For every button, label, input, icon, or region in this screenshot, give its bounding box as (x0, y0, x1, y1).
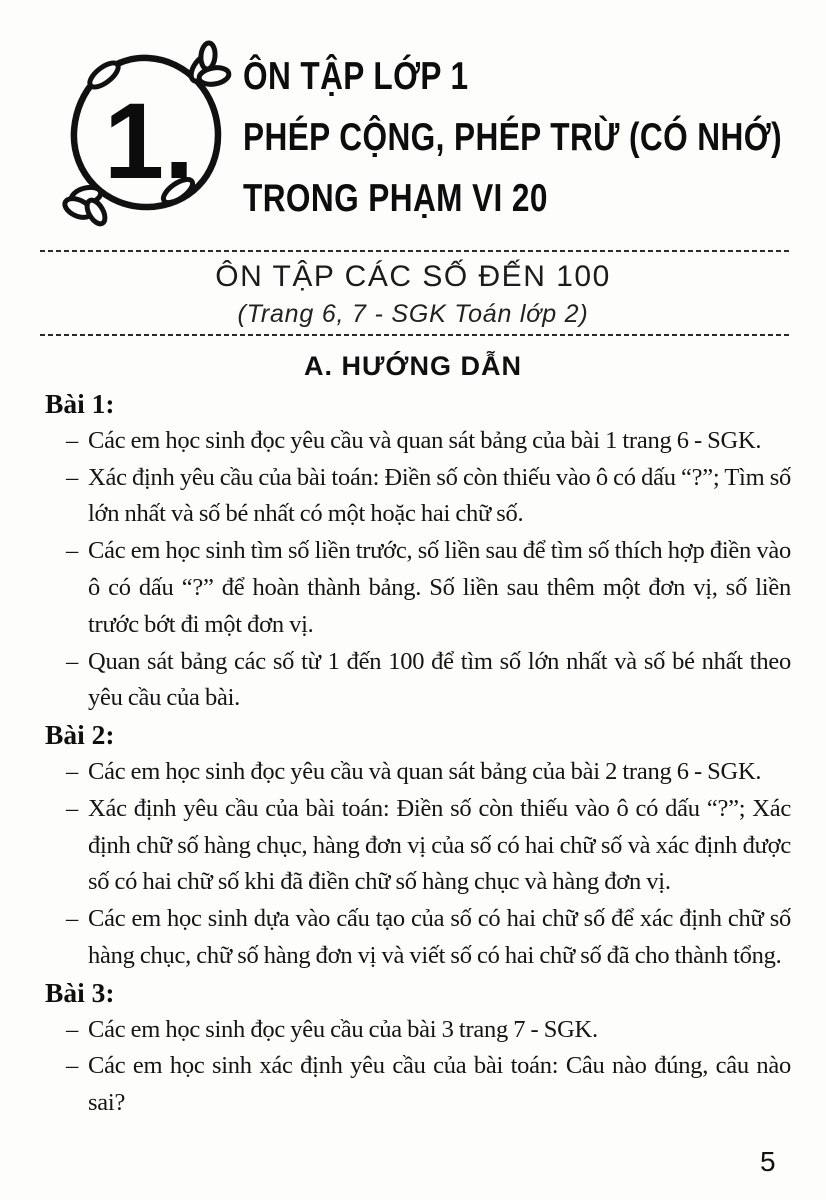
bullet-text: Các em học sinh đọc yêu cầu của bài 3 trang 7 - SGK. (88, 1015, 598, 1043)
exercise-bullet (45, 423, 791, 460)
bullet-dash: – (66, 463, 79, 491)
exercise-bullet (45, 791, 791, 901)
exercise-bullet (45, 754, 791, 791)
chapter-badge-ornament (56, 38, 236, 228)
bullet-text: Các em học sinh dựa vào cấu tạo của số có hai chữ số để xác định chữ số hàng chục, chữ số hàng đơn vị và viết số có hai chữ số đã cho thành tổng. (88, 905, 791, 969)
bullet-dash: – (66, 757, 79, 785)
chapter-title-line-2: PHÉP CỘNG, PHÉP TRỪ (CÓ NHỚ) (243, 116, 782, 159)
bullet-dash: – (66, 1015, 79, 1043)
bullet-text: Các em học sinh đọc yêu cầu và quan sát bảng của bài 2 trang 6 - SGK. (88, 757, 762, 785)
lesson-title: ÔN TẬP CÁC SỐ ĐẾN 100 (215, 260, 611, 293)
lesson-subtitle: (Trang 6, 7 - SGK Toán lớp 2) (237, 300, 589, 328)
bullet-dash: – (66, 647, 79, 675)
chapter-number: 1. (104, 80, 195, 201)
bullet-dash: – (66, 1052, 79, 1080)
bullet-dash: – (66, 426, 79, 454)
flourish-icon (62, 184, 109, 226)
exercise-list (45, 386, 791, 1122)
chapter-title-line-3: TRONG PHẠM VI 20 (243, 177, 548, 220)
bullet-text: Xác định yêu cầu của bài toán: Điền số còn thiếu vào ô có dấu “?”; Xác định chữ số hàng chục, hàng đơn vị của số có hai chữ số và xác định được số có hai chữ số khi đã điền chữ số hàng chục và hàng đơn vị. (88, 794, 791, 896)
dashed-rule-bottom (40, 334, 790, 337)
exercise-block (45, 975, 791, 1122)
exercise-bullet (45, 901, 791, 975)
exercise-heading: Bài 2: (45, 719, 115, 751)
exercise-heading: Bài 3: (45, 976, 115, 1008)
exercise-heading: Bài 1: (45, 388, 115, 419)
chapter-badge (56, 38, 236, 228)
exercise-bullet (45, 1012, 791, 1049)
exercise-bullet (45, 644, 791, 718)
part-heading: A. HƯỚNG DẪN (304, 351, 522, 381)
page-number: 5 (760, 1146, 776, 1177)
exercise-bullet (45, 533, 791, 643)
bullet-text: Các em học sinh đọc yêu cầu và quan sát bảng của bài 1 trang 6 - SGK. (88, 426, 762, 454)
chapter-title-line-1: ÔN TẬP LỚP 1 (243, 55, 469, 98)
bullet-dash: – (66, 905, 79, 933)
exercise-block (45, 717, 791, 975)
bullet-text: Các em học sinh xác định yêu cầu của bài toán: Câu nào đúng, câu nào sai? (88, 1052, 791, 1117)
exercise-bullet (45, 460, 791, 534)
exercise-block (45, 386, 791, 717)
bullet-text: Các em học sinh tìm số liền trước, số liền sau để tìm số thích hợp điền vào ô có dấu “?” để hoàn thành bảng. Số liền sau thêm một đơn vị, số liền trước bớt đi một đơn vị. (88, 537, 791, 638)
bullet-text: Quan sát bảng các số từ 1 đến 100 để tìm số lớn nhất và số bé nhất theo yêu cầu của bài. (88, 647, 791, 712)
bullet-text: Xác định yêu cầu của bài toán: Điền số còn thiếu vào ô có dấu “?”; Tìm số lớn nhất và số bé nhất có một hoặc hai chữ số. (88, 463, 791, 528)
bullet-dash: – (66, 537, 79, 565)
bullet-dash: – (66, 794, 79, 822)
dashed-rule-top (40, 250, 790, 253)
exercise-bullet (45, 1048, 791, 1122)
chapter-title (243, 46, 826, 229)
